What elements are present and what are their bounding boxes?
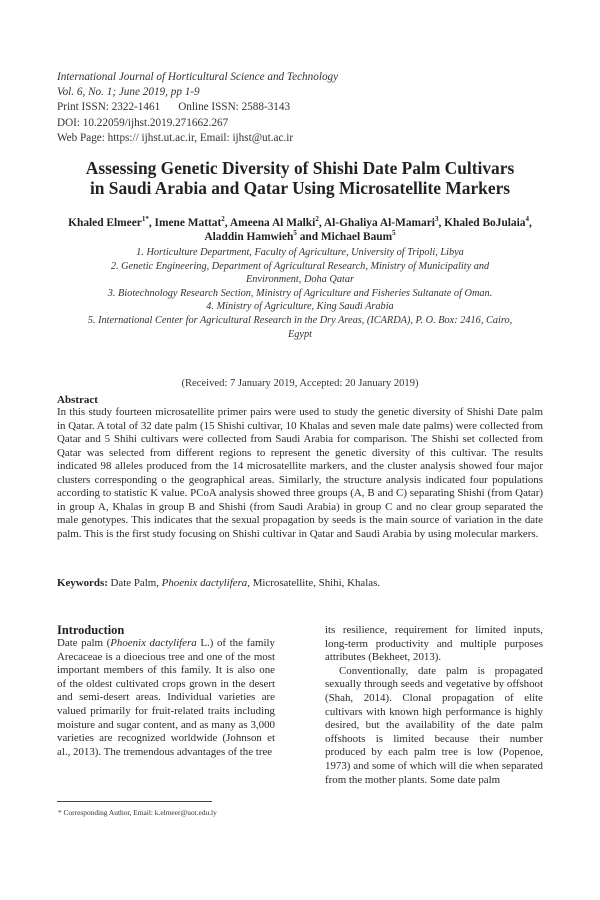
author-name: Ameena Al Malki [229, 217, 316, 229]
affiliation-2: 2. Genetic Engineering, Department of Agricultural Research, Ministry of Municipality and Environment, Doha Qatar [110, 260, 490, 286]
author-affiliation-mark: 2 [221, 215, 225, 224]
species-name: Phoenix dactylifera [110, 637, 197, 649]
corresponding-author-footnote: * Corresponding Author, Email: k.elmeer@uot.edu.ly [58, 808, 217, 817]
right-column [325, 624, 543, 787]
text-run: Date palm ( [57, 637, 111, 649]
keywords-species: Phoenix dactylifera, [161, 577, 250, 589]
keywords-label: Keywords: [57, 577, 108, 589]
affiliation-3: 3. Biotechnology Research Section, Ministry of Agriculture and Fisheries Sultanate of Oman. [107, 287, 493, 299]
title-line-2: in Saudi Arabia and Qatar Using Microsatellite Markers [89, 178, 511, 198]
intro-paragraph-1-cont: its resilience, requirement for limited inputs, long-term productivity and multiple purposes attributes (Bekheet, 2013). [325, 624, 543, 664]
author-name: Aladdin Hamwieh [204, 231, 294, 243]
intro-paragraph-2: Conventionally, date palm is propagated sexually through seeds and vegetative by offshoot (Shah, 2014). Clonal propagation of elite cultivars with known high performance is highly desired, but the availability of the date palm offshoots is limited because their number produced by each palm tree is low (Popenoe, 1973) and some of which will die when separated from the mother plants. Some date palm [325, 664, 543, 786]
journal-header [57, 70, 338, 146]
doi[interactable]: DOI: 10.22059/ijhst.2019.271662.267 [57, 116, 229, 129]
author-affiliation-mark: 2 [315, 215, 319, 224]
web-page[interactable]: Web Page: https:// ijhst.ut.ac.ir, Email: ijhst@ut.ac.ir [57, 131, 294, 144]
affiliations [56, 246, 544, 341]
author-name: Khaled BoJulaia [444, 217, 526, 229]
journal-name: International Journal of Horticultural Science and Technology [57, 71, 339, 83]
issn-line [57, 100, 338, 115]
intro-paragraph-1 [57, 637, 275, 759]
author-name: Khaled Elmeer [68, 217, 142, 229]
affiliation-5: 5. International Center for Agricultural Research in the Dry Areas, (ICARDA), P. O. Box: 2416, Cairo, Egypt [87, 314, 513, 340]
introduction-heading: Introduction [57, 623, 125, 637]
affiliation-1: 1. Horticulture Department, Faculty of Agriculture, University of Tripoli, Libya [136, 247, 464, 258]
abstract-text: In this study fourteen microsatellite primer pairs were used to study the genetic diversity of Shishi Date palm in Qatar. A total of 32 date palm (15 Shishi cultivar, 10 Khalas and seven male date palms) were collected from Qatar and 5 Shihi cultivars were collected from Saudi Arabia for comparison. The Shishi set collected from Qatar was selected from different regions to represent the genetic diversity of this cultivar. The results indicated 98 alleles produced from the 14 microsatellite markers, and the cluster analysis showed four major clusters corresponding o the geographical areas. Similarly, the structure analysis indicated four populations according to statistic K value. PCoA analysis showed three groups (A, B and C) separating Shishi (from Qatar) in group A, Khalas in group B and Shishi (from Saudi Arabia) in group C and no clear group separated the male genotypes. This indicates that the sexual propagation by seeds is the main source of variation in the date palm. This is the first study focusing on Shishi cultivar in Qatar and Saudi Arabia by using molecular markers. [57, 406, 543, 540]
author-name: Imene Mattat [154, 217, 222, 229]
author-affiliation-mark: 5 [392, 229, 396, 238]
author-affiliation-mark: 5 [293, 229, 297, 238]
paper-title [40, 158, 560, 198]
author-name: Michael Baum [320, 231, 393, 243]
left-column [57, 623, 275, 759]
author-list: Khaled Elmeer$^{1*}$, Imene Mattat$^2$, Ameena Al Malki$^2$, Al-Ghaliya Al-Mamari$^3$, Khaled BoJulaia$^4$, Aladdin Hamwieh$^5$ and Michael Baum$^5$ [68, 215, 532, 243]
footnote-divider [57, 801, 212, 802]
author-affiliation-mark: 4 [525, 215, 529, 224]
author-affiliation-mark: 1* [141, 215, 149, 224]
text-run: L.) of the family Arecaceae is a dioecious tree and one of the most important members of this family. It is also one of the oldest cultivated crops grown in the desert and semi-desert areas. Individual varieties are valued primarily for fruit-related traits including moisture and sugar content, and as many as 3,000 varieties are recognized worldwide (Johnson et al., 2013). The tremendous advantages of the tree [57, 637, 275, 758]
keywords-part: Microsatellite, Shihi, Khalas. [249, 577, 381, 589]
journal-volume: Vol. 6, No. 1; June 2019, pp 1-9 [57, 86, 200, 99]
print-issn: Print ISSN: 2322-1461 [57, 101, 161, 114]
author-name: Al-Ghaliya Al-Mamari [323, 217, 435, 229]
abstract-heading: Abstract [57, 394, 98, 406]
keywords-part: Date Palm, [107, 577, 162, 589]
received-accepted-dates: (Received: 7 January 2019, Accepted: 20 January 2019) [181, 378, 419, 389]
author-affiliation-mark: 3 [434, 215, 439, 224]
affiliation-4: 4. Ministry of Agriculture, King Saudi Arabia [206, 301, 394, 313]
title-line-1: Assessing Genetic Diversity of Shishi Date Palm Cultivars [85, 158, 515, 178]
online-issn: Online ISSN: 2588-3143 [178, 101, 291, 114]
keywords [57, 577, 380, 590]
